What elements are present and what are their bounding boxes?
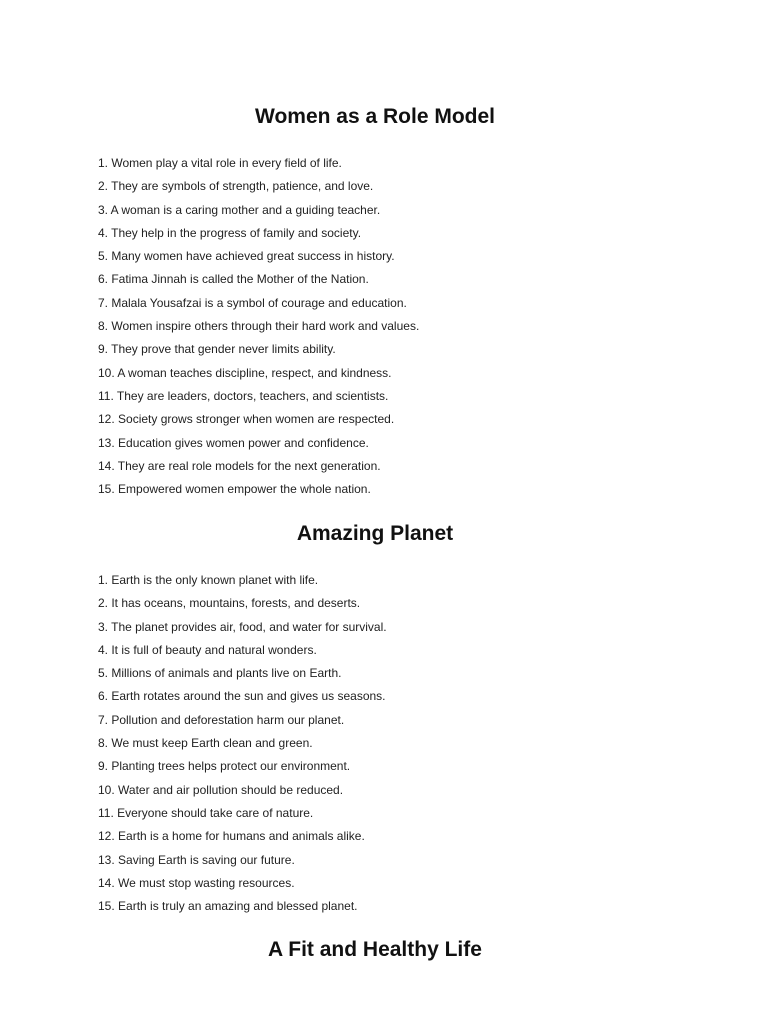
list-item: 6. Fatima Jinnah is called the Mother of the Nation.: [98, 272, 369, 287]
list-item: 2. They are symbols of strength, patience, and love.: [98, 179, 374, 194]
list-item: 12. Earth is a home for humans and animals alike.: [98, 829, 365, 844]
list-item: 8. Women inspire others through their hard work and values.: [98, 319, 420, 334]
list-item: 15. Earth is truly an amazing and blessed planet.: [98, 899, 358, 914]
list-item: 1. Earth is the only known planet with life.: [98, 573, 319, 587]
list-item: 4. They help in the progress of family and society.: [98, 225, 362, 240]
section-title-women-role-model: Women as a Role Model: [255, 105, 495, 128]
section-title-amazing-planet: Amazing Planet: [296, 522, 454, 545]
amazing-planet-list: [98, 569, 718, 918]
list-item: 5. Millions of animals and plants live on Earth.: [98, 666, 342, 681]
list-item: 1. Women play a vital role in every field of life.: [98, 156, 342, 170]
list-item: 5. Many women have achieved great success in history.: [98, 249, 395, 264]
list-item: 6. Earth rotates around the sun and gives us seasons.: [98, 689, 386, 704]
list-item: 8. We must keep Earth clean and green.: [98, 736, 313, 751]
list-item: 11. They are leaders, doctors, teachers, and scientists.: [98, 388, 389, 403]
list-item: 7. Pollution and deforestation harm our planet.: [98, 712, 345, 727]
list-item: 11. Everyone should take care of nature.: [98, 805, 314, 820]
women-role-model-list: [98, 152, 718, 501]
list-item: 9. Planting trees helps protect our environment.: [98, 759, 351, 774]
section-title-fit-healthy-life: A Fit and Healthy Life: [268, 938, 482, 961]
list-item: 3. The planet provides air, food, and water for survival.: [98, 619, 387, 634]
list-item: 14. They are real role models for the next generation.: [98, 458, 381, 473]
list-item: 4. It is full of beauty and natural wonders.: [98, 642, 317, 657]
list-item: 10. A woman teaches discipline, respect, and kindness.: [98, 365, 392, 380]
list-item: 7. Malala Yousafzai is a symbol of courage and education.: [98, 295, 407, 310]
list-item: 13. Saving Earth is saving our future.: [98, 852, 295, 867]
list-item: 12. Society grows stronger when women are respected.: [98, 412, 395, 427]
list-item: 13. Education gives women power and confidence.: [98, 435, 369, 450]
list-item: 14. We must stop wasting resources.: [98, 875, 295, 890]
list-item: 15. Empowered women empower the whole nation.: [98, 482, 371, 497]
list-item: 2. It has oceans, mountains, forests, and deserts.: [98, 596, 361, 611]
list-item: 10. Water and air pollution should be reduced.: [98, 782, 344, 797]
list-item: 9. They prove that gender never limits ability.: [98, 342, 336, 357]
list-item: 3. A woman is a caring mother and a guiding teacher.: [98, 202, 381, 217]
